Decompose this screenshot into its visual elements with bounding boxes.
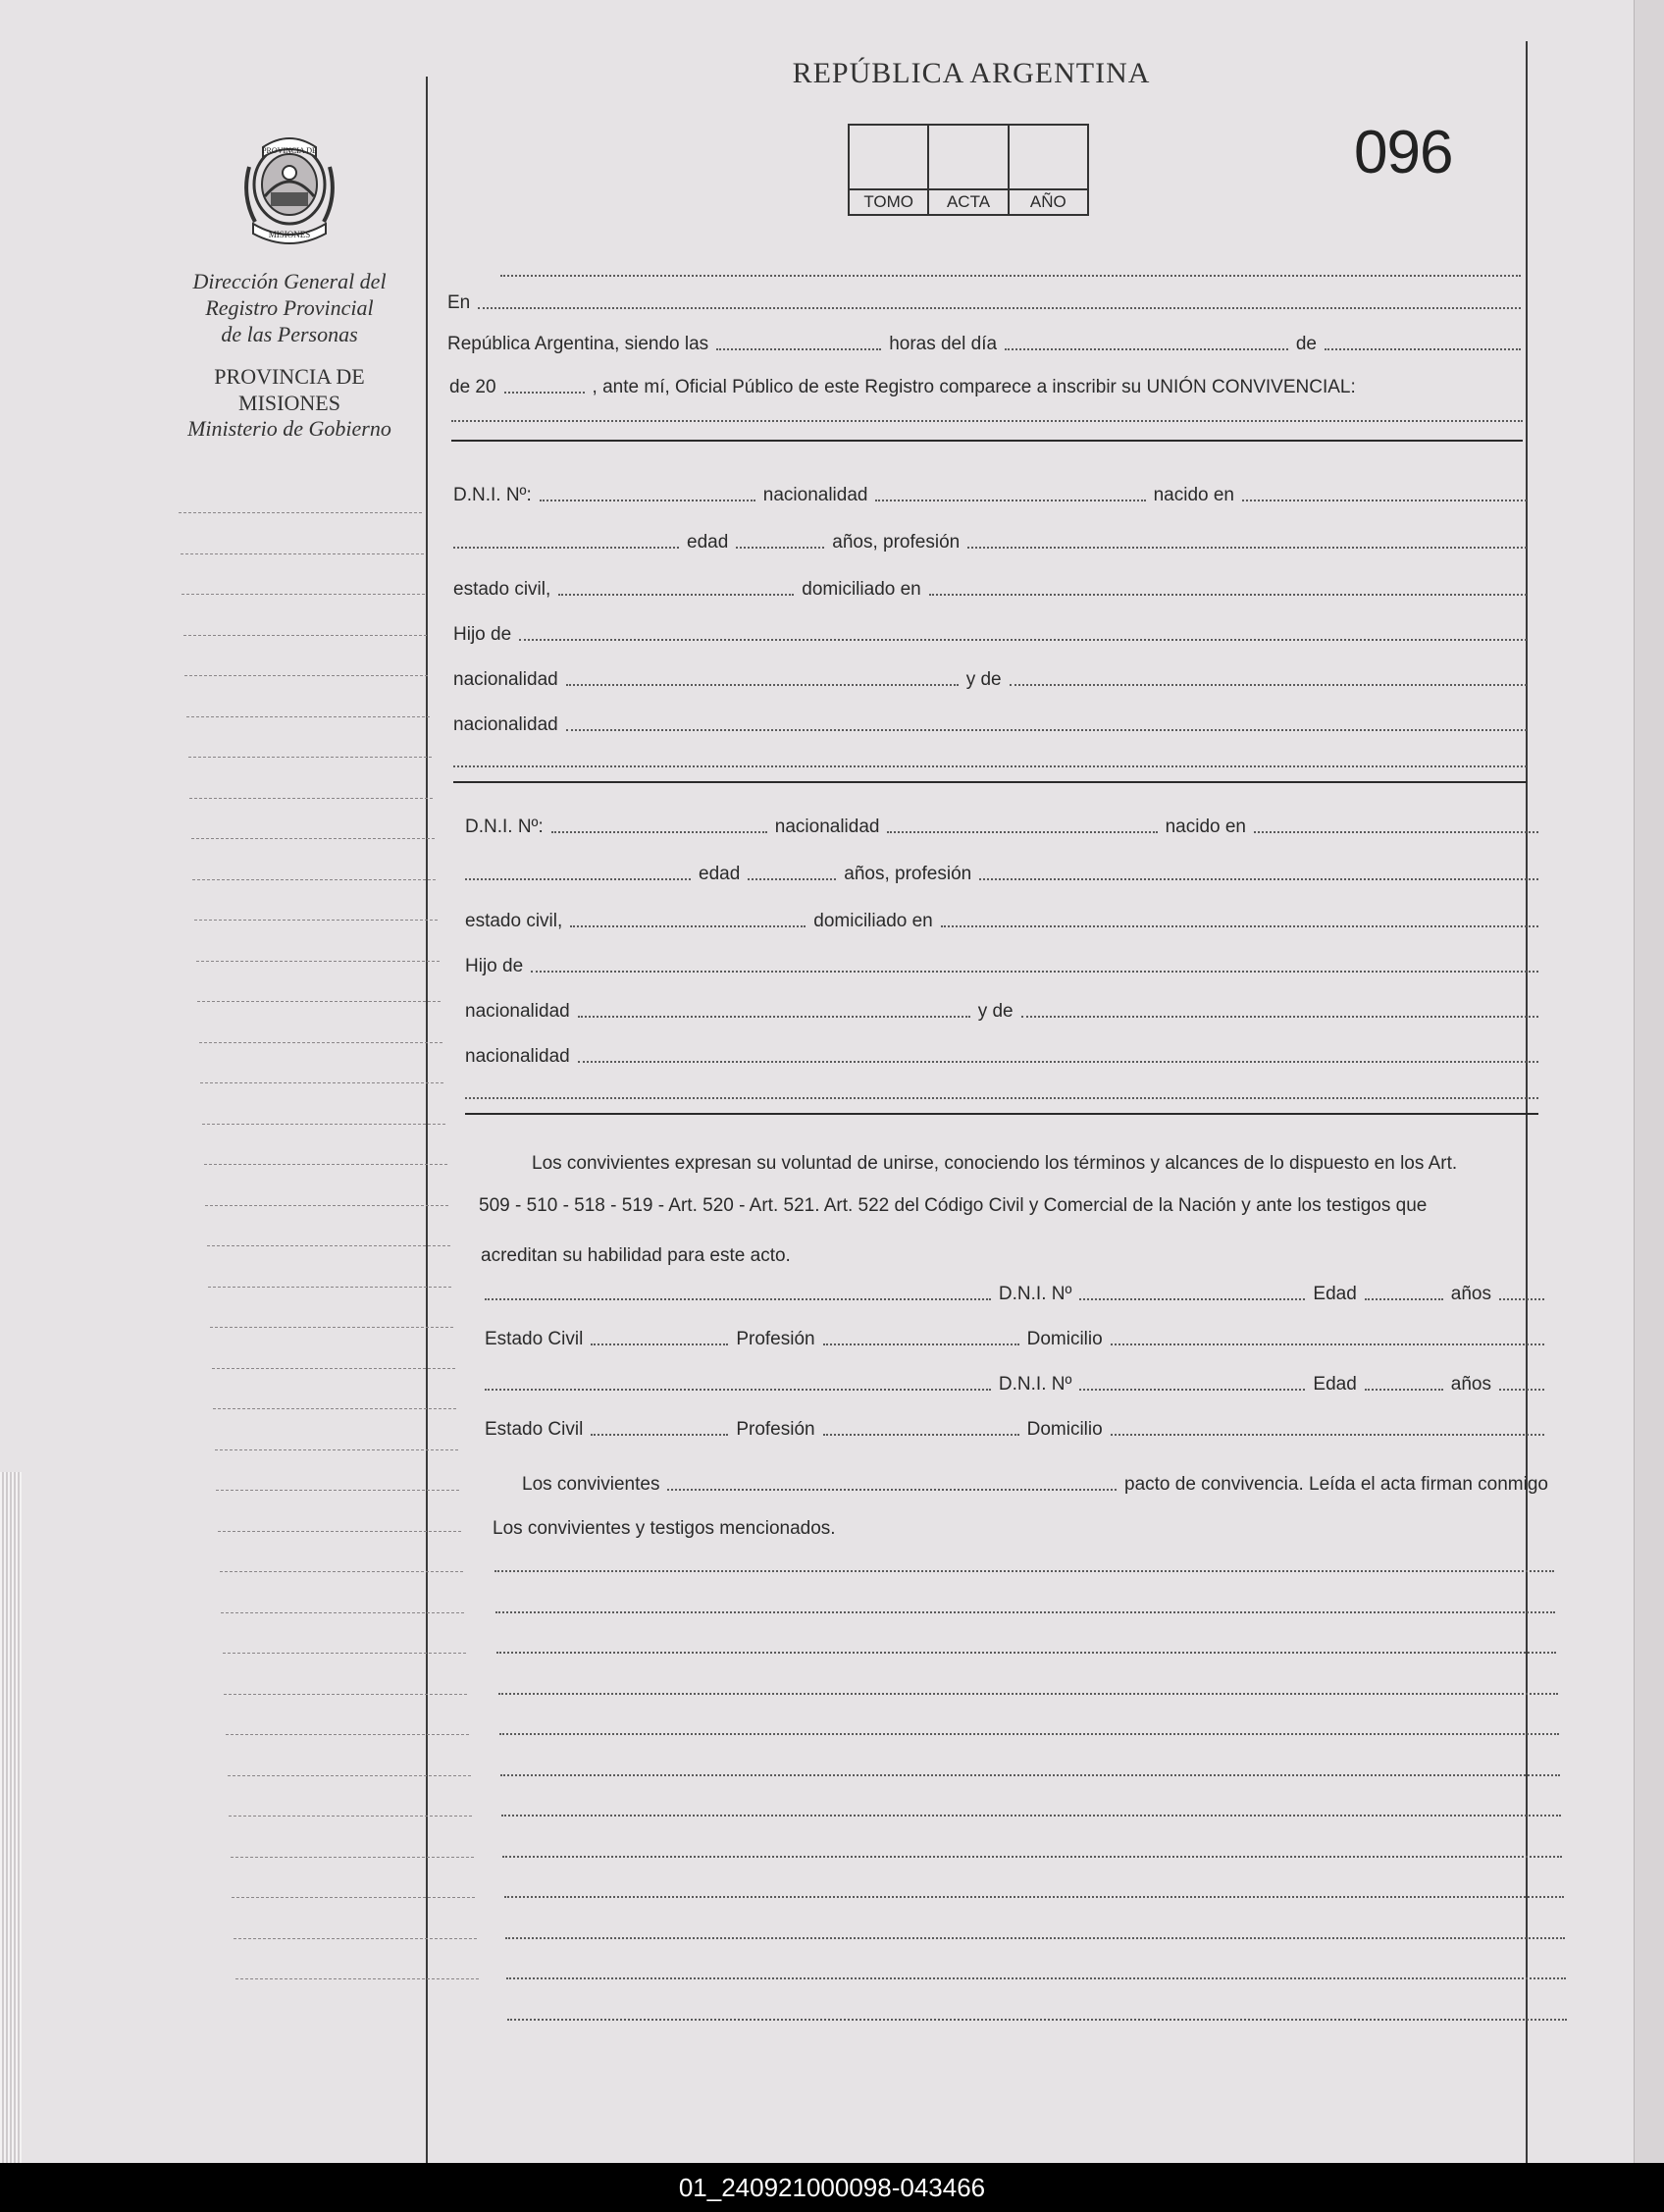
margin-note-line[interactable]	[208, 1287, 451, 1288]
nacionalidad-label: nacionalidad	[774, 816, 880, 837]
coat-of-arms-logo	[235, 128, 343, 255]
y-de-label: y de	[965, 669, 1002, 690]
de20-row	[449, 369, 1523, 398]
profesion-label: años, profesión	[832, 532, 961, 553]
pacto-field[interactable]	[667, 1489, 1117, 1491]
ano-label: AÑO	[1010, 188, 1087, 214]
madre-field[interactable]	[1010, 684, 1527, 686]
mencionados-text: Los convivientes y testigos mencionados.	[493, 1518, 836, 1539]
margin-note-line[interactable]	[194, 920, 438, 921]
domiciliado-label: domiciliado en	[802, 579, 921, 600]
margin-note-line[interactable]	[221, 1612, 464, 1613]
ante-text: , ante mí, Oficial Público de este Registro comparece a inscribir su UNIÓN CONVIVENCIAL:	[592, 377, 1356, 397]
dni-label: D.N.I. Nº:	[453, 485, 532, 505]
en-field[interactable]	[478, 307, 1521, 309]
form-row	[465, 1038, 1538, 1068]
sheet-edges	[0, 1472, 22, 2163]
margin-note-line[interactable]	[186, 716, 430, 717]
blank-line[interactable]	[506, 1977, 1566, 1979]
margin-note-line[interactable]	[228, 1775, 471, 1776]
en-label: En	[447, 292, 471, 313]
margin-note-line[interactable]	[181, 553, 424, 554]
right-margin-rule	[1526, 41, 1528, 2163]
page-edge	[1634, 0, 1664, 2163]
testigo-dni-label: D.N.I. Nº	[998, 1284, 1072, 1304]
form-row	[453, 524, 1527, 553]
blank-line[interactable]	[499, 1733, 1559, 1735]
margin-note-line[interactable]	[204, 1164, 447, 1165]
nacionalidad-padre-field[interactable]	[578, 1016, 970, 1018]
testigo-profesion-field[interactable]	[823, 1343, 1019, 1345]
nacido-label: nacido en	[1153, 485, 1234, 505]
testigo-estado-field[interactable]	[591, 1434, 728, 1436]
testigo-domicilio-label: Domicilio	[1026, 1419, 1103, 1440]
testigo-edad-label: Edad	[1313, 1284, 1357, 1304]
direccion-line-3: de las Personas	[221, 322, 358, 346]
margin-note-line[interactable]	[205, 1205, 448, 1206]
margin-note-line[interactable]	[226, 1734, 469, 1735]
nacido-field[interactable]	[1254, 831, 1538, 833]
nacionalidad-madre-field[interactable]	[578, 1061, 1538, 1063]
form-row	[453, 571, 1527, 601]
testigo-edad-field[interactable]	[1365, 1389, 1443, 1391]
form-row	[453, 707, 1527, 736]
margin-note-line[interactable]	[188, 757, 432, 758]
left-margin-rule	[426, 77, 428, 2163]
margin-note-line[interactable]	[218, 1531, 461, 1532]
testigo-anios-field[interactable]	[1499, 1298, 1544, 1300]
testigo-domicilio-field[interactable]	[1111, 1434, 1544, 1436]
nacido-label: nacido en	[1165, 816, 1246, 837]
testigo-dni-label: D.N.I. Nº	[998, 1374, 1072, 1395]
form-row	[465, 856, 1538, 885]
testigo-anios-label: años	[1450, 1284, 1491, 1304]
acta-label: ACTA	[929, 188, 1007, 214]
testigo-estado-label: Estado Civil	[485, 1329, 584, 1349]
blank-line[interactable]	[504, 1896, 1564, 1898]
section-rule	[453, 781, 1527, 783]
estado-civil-label: estado civil,	[453, 579, 551, 600]
margin-note-line[interactable]	[210, 1327, 453, 1328]
tomo-acta-ano-boxes	[848, 124, 1089, 216]
margin-note-line[interactable]	[197, 1001, 441, 1002]
form-row	[453, 661, 1527, 691]
footer-id: 01_240921000098-043466	[0, 2163, 1664, 2212]
dni-field[interactable]	[551, 831, 767, 833]
blank-line[interactable]	[498, 1693, 1558, 1695]
dni-field[interactable]	[540, 500, 755, 501]
testigo-edad-label: Edad	[1313, 1374, 1357, 1395]
declaration-line-1: Los convivientes expresan su voluntad de unirse, conociendo los términos y alcances de lo dispuesto en los Art.	[532, 1153, 1458, 1174]
margin-note-line[interactable]	[207, 1245, 450, 1246]
margin-note-line[interactable]	[212, 1368, 455, 1369]
logo-top-text: PROVINCIA DE	[262, 146, 317, 155]
nacionalidad-madre-label: nacionalidad	[453, 714, 558, 735]
margin-note-line[interactable]	[235, 1978, 479, 1979]
margin-note-line[interactable]	[192, 879, 436, 880]
form-row	[465, 903, 1538, 932]
en-row	[447, 285, 1521, 314]
padre-field[interactable]	[531, 971, 1538, 973]
hijo-label: Hijo de	[453, 624, 512, 645]
testigo-anios-field[interactable]	[1499, 1389, 1544, 1391]
testigo-domicilio-label: Domicilio	[1026, 1329, 1103, 1349]
blank-line[interactable]	[500, 275, 1521, 277]
blank-line[interactable]	[495, 1611, 1555, 1613]
republica-row	[447, 326, 1521, 355]
nombre-field[interactable]	[453, 547, 679, 549]
blank-line[interactable]	[505, 1937, 1565, 1939]
nacionalidad-madre-field[interactable]	[566, 729, 1527, 731]
domicilio-field[interactable]	[941, 925, 1538, 927]
edad-label: edad	[699, 864, 741, 884]
estado-civil-label: estado civil,	[465, 911, 563, 931]
testigo-nombre-field[interactable]	[485, 1298, 991, 1300]
edad-field[interactable]	[748, 878, 836, 880]
edad-label: edad	[687, 532, 729, 553]
form-row	[485, 1276, 1544, 1305]
mes-field[interactable]	[1325, 348, 1521, 350]
ano-box[interactable]	[1010, 126, 1087, 214]
nacionalidad-madre-label: nacionalidad	[465, 1046, 570, 1067]
direccion-line-1: Dirección General del	[192, 269, 387, 293]
blank-line[interactable]	[500, 1774, 1560, 1776]
provincia-line-1: PROVINCIA DE	[214, 364, 365, 389]
declaration-line-3: acreditan su habilidad para este acto.	[481, 1245, 791, 1266]
margin-note-line[interactable]	[196, 961, 440, 962]
blank-line[interactable]	[453, 765, 1527, 767]
blank-line[interactable]	[507, 2019, 1567, 2021]
y-de-label: y de	[977, 1001, 1014, 1022]
page-title: REPÚBLICA ARGENTINA	[792, 57, 1151, 89]
margin-note-line[interactable]	[215, 1449, 458, 1450]
margin-note-line[interactable]	[200, 1082, 443, 1083]
declaration-line-2	[479, 1195, 1544, 1217]
republica-label: República Argentina, siendo las	[447, 334, 709, 354]
form-row	[485, 1321, 1544, 1350]
dia-field[interactable]	[1005, 348, 1288, 350]
provincia	[167, 363, 412, 416]
nacido-field[interactable]	[1242, 500, 1527, 501]
domiciliado-label: domiciliado en	[813, 911, 933, 931]
blank-line[interactable]	[465, 1097, 1538, 1099]
testigo-estado-field[interactable]	[591, 1343, 728, 1345]
section-rule	[451, 440, 1523, 442]
convivientes-label: Los convivientes	[522, 1474, 660, 1495]
nacionalidad-field[interactable]	[887, 831, 1157, 833]
margin-note-line[interactable]	[223, 1653, 466, 1654]
horas-field[interactable]	[716, 348, 881, 350]
estado-civil-field[interactable]	[570, 925, 806, 927]
margin-note-line[interactable]	[202, 1124, 445, 1125]
madre-field[interactable]	[1021, 1016, 1538, 1018]
nombre-field[interactable]	[465, 878, 691, 880]
dni-label: D.N.I. Nº:	[465, 816, 544, 837]
testigo-nombre-field[interactable]	[485, 1389, 991, 1391]
sidebar	[167, 128, 412, 442]
margin-note-line[interactable]	[216, 1490, 459, 1491]
form-row	[453, 477, 1527, 506]
blank-line[interactable]	[502, 1856, 1562, 1858]
margin-note-line[interactable]	[213, 1408, 456, 1409]
tomo-box[interactable]	[850, 126, 929, 214]
direccion-line-2: Registro Provincial	[205, 295, 374, 320]
edad-field[interactable]	[736, 547, 824, 549]
margin-note-line[interactable]	[191, 838, 435, 839]
form-row	[485, 1411, 1544, 1441]
declaration-line-2-text: 509 - 510 - 518 - 519 - Art. 520 - Art. 521. Art. 522 del Código Civil y Comercial de la Nación y ante los testigos que	[479, 1195, 1428, 1216]
margin-note-line[interactable]	[232, 1897, 475, 1898]
testigo-profesion-label: Profesión	[736, 1419, 815, 1440]
testigo-edad-field[interactable]	[1365, 1298, 1443, 1300]
nacionalidad-padre-label: nacionalidad	[453, 669, 558, 690]
margin-note-line[interactable]	[224, 1694, 467, 1695]
testigo-estado-label: Estado Civil	[485, 1419, 584, 1440]
form-row	[465, 809, 1538, 838]
testigo-dni-field[interactable]	[1079, 1389, 1305, 1391]
ministerio: Ministerio de Gobierno	[187, 416, 391, 441]
margin-note-line[interactable]	[179, 512, 422, 513]
nacionalidad-padre-label: nacionalidad	[465, 1001, 570, 1022]
hijo-label: Hijo de	[465, 956, 524, 976]
section-rule	[465, 1113, 1538, 1115]
margin-note-line[interactable]	[231, 1857, 474, 1858]
direccion-general	[167, 268, 412, 347]
blank-line[interactable]	[494, 1570, 1554, 1572]
margin-note-line[interactable]	[229, 1816, 472, 1817]
logo-bottom-text: MISIONES	[268, 230, 311, 239]
horas-label: horas del día	[889, 334, 998, 354]
testigo-profesion-label: Profesión	[736, 1329, 815, 1349]
provincia-line-2: MISIONES	[238, 391, 340, 415]
margin-note-line[interactable]	[234, 1938, 477, 1939]
form-row	[485, 1366, 1544, 1396]
testigo-profesion-field[interactable]	[823, 1434, 1019, 1436]
margin-note-line[interactable]	[199, 1042, 442, 1043]
de20-label: de 20	[449, 377, 496, 397]
margin-note-line[interactable]	[220, 1571, 463, 1572]
profesion-field[interactable]	[967, 547, 1527, 549]
padre-field[interactable]	[519, 639, 1527, 641]
de-label: de	[1295, 334, 1317, 354]
nacionalidad-label: nacionalidad	[762, 485, 868, 505]
anio-field[interactable]	[504, 392, 585, 394]
blank-line[interactable]	[501, 1815, 1561, 1817]
domicilio-field[interactable]	[929, 594, 1527, 596]
testigo-anios-label: años	[1450, 1374, 1491, 1395]
form-row	[465, 993, 1538, 1023]
tomo-label: TOMO	[850, 188, 927, 214]
profesion-field[interactable]	[979, 878, 1538, 880]
margin-note-line[interactable]	[183, 635, 427, 636]
testigo-domicilio-field[interactable]	[1111, 1343, 1544, 1345]
form-row	[465, 948, 1538, 977]
nacionalidad-field[interactable]	[875, 500, 1145, 501]
convivientes-row	[522, 1466, 1548, 1496]
margin-note-line[interactable]	[184, 675, 428, 676]
nacionalidad-padre-field[interactable]	[566, 684, 959, 686]
blank-line[interactable]	[496, 1652, 1556, 1654]
testigo-dni-field[interactable]	[1079, 1298, 1305, 1300]
acta-box[interactable]	[929, 126, 1009, 214]
margin-note-line[interactable]	[182, 594, 425, 595]
blank-line[interactable]	[451, 420, 1523, 422]
margin-note-line[interactable]	[189, 798, 433, 799]
document-number: 096	[1354, 119, 1453, 186]
estado-civil-field[interactable]	[558, 594, 794, 596]
pacto-text: pacto de convivencia. Leída el acta firman conmigo	[1124, 1474, 1548, 1495]
profesion-label: años, profesión	[844, 864, 972, 884]
form-row	[453, 616, 1527, 646]
